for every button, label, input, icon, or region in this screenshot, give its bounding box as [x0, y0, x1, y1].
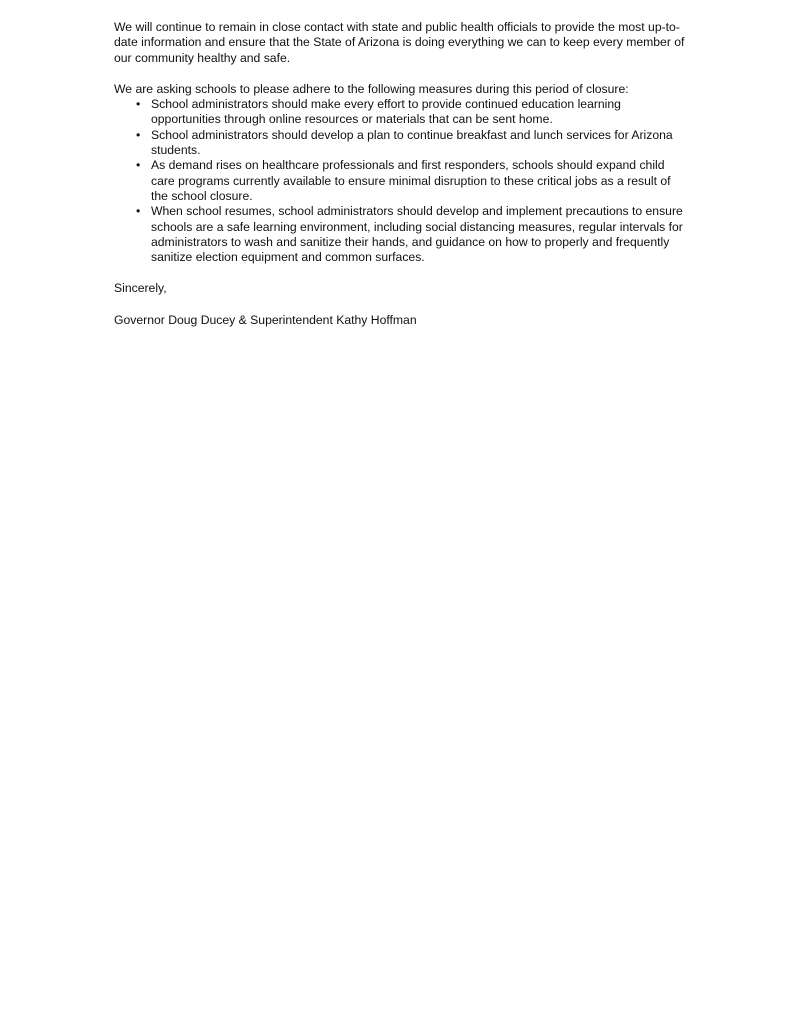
list-item-text: When school resumes, school administrators should develop and implement precautions to ensure schools are a safe learning environment, including social distancing measures, regular intervals for administrators to wash and sanitize their hands, and guidance on how to properly and frequently sanitize election equipment and common surfaces.: [151, 204, 683, 265]
bullet-icon: •: [136, 97, 141, 112]
measures-list: [114, 97, 690, 265]
paragraph-spacer: [114, 66, 690, 82]
signature-line: Governor Doug Ducey & Superintendent Kathy Hoffman: [114, 312, 417, 327]
list-item-text: School administrators should make every effort to provide continued education learning opportunities through online resources or materials that can be sent home.: [151, 97, 621, 127]
bullet-icon: •: [136, 204, 141, 219]
closing-salutation: Sincerely,: [114, 281, 167, 296]
paragraph-contact-officials: We will continue to remain in close contact with state and public health officials to provide the most up-to-date information and ensure that the State of Arizona is doing everything we can to keep every member of our community healthy and safe.: [114, 20, 685, 65]
letter-page: [114, 20, 690, 328]
paragraph-spacer: [114, 265, 690, 281]
list-item-text: School administrators should develop a plan to continue breakfast and lunch services for Arizona students.: [151, 127, 673, 158]
list-item-text: As demand rises on healthcare professionals and first responders, schools should expand child care programs currently available to ensure minimal disruption to these critical jobs as a result of the school closure.: [151, 158, 671, 203]
list-item: [114, 158, 690, 204]
list-item: [114, 97, 690, 128]
paragraph-measures-intro: We are asking schools to please adhere to the following measures during this period of closure:: [114, 81, 629, 96]
bullet-icon: •: [136, 127, 141, 142]
paragraph-spacer: [114, 297, 690, 313]
list-item: [114, 204, 690, 265]
bullet-icon: •: [136, 158, 141, 173]
list-item: [114, 128, 690, 159]
